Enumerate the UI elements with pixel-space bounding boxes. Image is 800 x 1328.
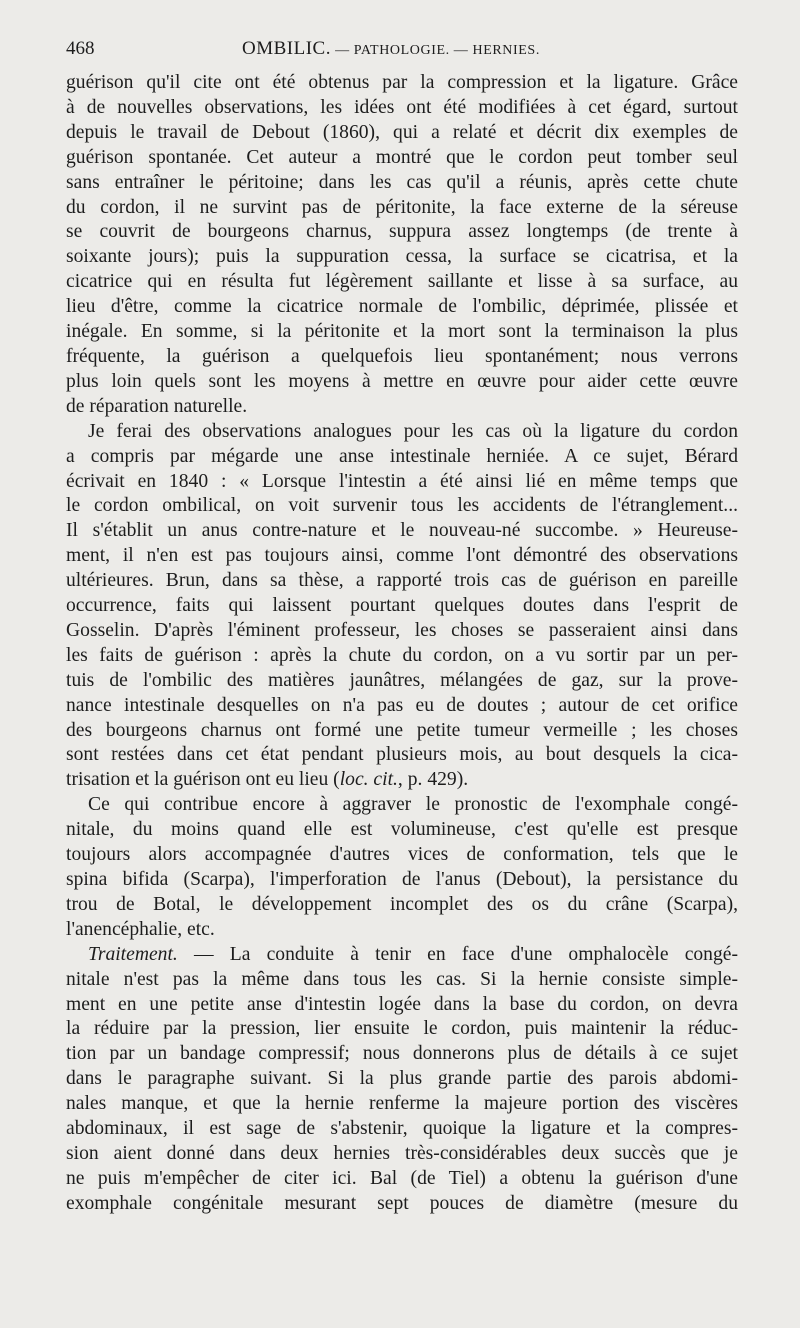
text-line: exomphale congénitale mesurant sept pouces de diamètre (mesure du <box>66 1192 738 1214</box>
text-line: se couvrit de bourgeons charnus, suppura assez longtemps (de trente à <box>66 221 738 243</box>
text-line: tion par un bandage compressif; nous donnerons plus de détails à ce sujet <box>66 1043 738 1065</box>
text-line: sans entraîner le péritoine; dans les cas qu'il a réunis, après cette chute <box>66 171 738 193</box>
paragraph-4 <box>66 943 738 1217</box>
running-title-main: OMBILIC. <box>242 38 331 59</box>
page-number: 468 <box>66 38 95 59</box>
text-line: occurrence, faits qui laissent pourtant quelques doutes dans l'esprit de <box>66 595 738 617</box>
text-line: de réparation naturelle. <box>66 395 248 417</box>
text-line: nance intestinale desquelles on n'a pas eu de doutes ; autour de cet orifice <box>66 694 738 716</box>
text-line: guérison spontanée. Cet auteur a montré que le cordon peut tomber seul <box>66 146 738 168</box>
text-line: abdominaux, il est sage de s'abstenir, quoique la ligature et la compres- <box>66 1118 738 1140</box>
text-line: sont restées dans cet état pendant plusieurs mois, au bout desquels la cica- <box>66 744 738 766</box>
text-line <box>66 943 738 968</box>
section-heading-italic: Traitement. <box>88 943 178 965</box>
running-title <box>242 38 540 60</box>
text-line: lieu d'être, comme la cicatrice normale de l'ombilic, déprimée, plissée et <box>66 296 738 318</box>
text-line: le cordon ombilical, on voit survenir tous les accidents de l'étranglement... <box>66 495 738 517</box>
text-line: spina bifida (Scarpa), l'imperforation de l'anus (Debout), la persistance du <box>66 869 738 890</box>
text-line: nitale n'est pas la même dans tous les cas. Si la hernie consiste simple- <box>66 968 738 990</box>
text-line: du cordon, il ne survint pas de péritonite, la face externe de la séreuse <box>66 196 738 218</box>
text-line: tuis de l'ombilic des matières jaunâtres, mélangées de gaz, sur la prove- <box>66 669 738 691</box>
running-title-section: — PATHOLOGIE. — HERNIES. <box>330 43 540 58</box>
text-line <box>66 768 738 793</box>
text-line: Gosselin. D'après l'éminent professeur, les choses se passeraient ainsi dans <box>66 619 738 641</box>
text-segment: , p. 429). <box>397 769 469 791</box>
text-line: nales manque, et que la hernie renferme la majeure portion des viscères <box>66 1093 738 1115</box>
text-line: inégale. En somme, si la péritonite et la mort sont la terminaison la plus <box>66 321 738 343</box>
body-text <box>66 71 738 1217</box>
paragraph-3 <box>66 793 738 942</box>
text-line: des bourgeons charnus ont formé une petite tumeur vermeille ; les choses <box>66 719 738 741</box>
text-line: soixante jours); puis la suppuration cessa, la surface se cicatrisa, et la <box>66 246 738 268</box>
text-line: ne puis m'empêcher de citer ici. Bal (de Tiel) a obtenu la guérison d'une <box>66 1167 738 1189</box>
text-line: sion aient donné dans deux hernies très-considérables deux succès que je <box>66 1142 738 1164</box>
paragraph-2 <box>66 420 738 794</box>
text-line: Ce qui contribue encore à aggraver le pronostic de l'exomphale congé- <box>88 794 738 816</box>
text-line: toujours alors accompagnée d'autres vices de conformation, tels que le <box>66 844 738 866</box>
text-line: guérison qu'il cite ont été obtenus par la compression et la ligature. Grâce <box>66 72 738 93</box>
text-line: à de nouvelles observations, les idées ont été modifiées à cet égard, surtout <box>66 96 738 118</box>
text-line: fréquente, la guérison a quelquefois lieu spontanément; nous verrons <box>66 345 738 367</box>
text-line: a compris par mégarde une anse intestinale herniée. A ce sujet, Bérard <box>66 445 738 467</box>
text-line: cicatrice qui en résulta fut légèrement saillante et lisse à sa surface, au <box>66 271 738 293</box>
text-line: nitale, du moins quand elle est volumineuse, c'est qu'elle est presque <box>66 819 738 841</box>
text-line: ment, il n'en est pas toujours ainsi, comme l'ont démontré des observations <box>66 545 738 567</box>
paragraph-1 <box>66 71 738 420</box>
text-line: depuis le travail de Debout (1860), qui a relaté et décrit dix exemples de <box>66 121 738 143</box>
text-line: Je ferai des observations analogues pour les cas où la ligature du cordon <box>88 420 738 442</box>
text-segment: — La conduite à tenir en face d'une omphalocèle congé- <box>177 943 738 965</box>
text-line: ultérieures. Brun, dans sa thèse, a rapporté trois cas de guérison en pareille <box>66 570 738 592</box>
text-line: l'anencéphalie, etc. <box>66 918 215 940</box>
text-line: écrivait en 1840 : « Lorsque l'intestin a été ainsi lié en même temps que <box>66 470 738 492</box>
text-line: la réduire par la pression, lier ensuite le cordon, puis maintenir la réduc- <box>66 1018 738 1040</box>
running-header <box>66 38 734 62</box>
text-line: Il s'établit un anus contre-nature et le nouveau-né succombe. » Heureuse- <box>66 520 738 542</box>
text-line: trou de Botal, le développement incomplet des os du crâne (Scarpa), <box>66 893 738 915</box>
text-line: plus loin quels sont les moyens à mettre en œuvre pour aider cette œuvre <box>66 370 738 392</box>
citation-italic: loc. cit. <box>339 769 398 791</box>
text-line: les faits de guérison : après la chute du cordon, on a vu sortir par un per- <box>66 644 738 666</box>
text-segment: trisation et la guérison ont eu lieu ( <box>66 769 340 791</box>
text-line: dans le paragraphe suivant. Si la plus grande partie des parois abdomi- <box>66 1068 738 1090</box>
text-line: ment en une petite anse d'intestin logée dans la base du cordon, on devra <box>66 993 738 1015</box>
